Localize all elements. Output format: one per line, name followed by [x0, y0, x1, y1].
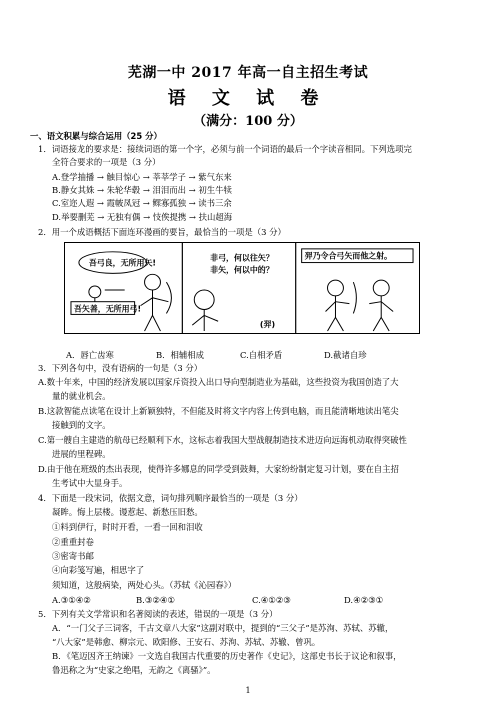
q1-option-b: B.静女其姝 → 朱轮华毂 → 泪泪而出 → 初生牛犊 [52, 185, 232, 195]
q3-line-a2: 量的就业机会。 [52, 391, 111, 401]
q5-line-a2: “八大家”是韩愈、柳宗元、欧阳修、王安石、苏洵、苏轼、苏辙、曾巩。 [52, 637, 321, 647]
joined-bow-icon [353, 282, 356, 313]
archer-figure-4 [373, 280, 389, 296]
full-score: （满分：100 分） [193, 114, 303, 129]
q4-line-5: ④向彩笺写遍，相思字了 [52, 565, 145, 575]
archer-figure-2 [89, 286, 101, 298]
q1-stem-line2: 全符合要求的一项是（3 分） [52, 157, 161, 167]
comic-strip [64, 242, 420, 334]
q2-option-c: C.自相矛盾 [240, 350, 283, 360]
q2-option-a: A．唇亡齿寒 [66, 350, 114, 360]
q3-line-b2: 接触到的文字。 [52, 420, 111, 430]
q5-line-b2: 鲁迅称之为“史家之绝唱，无韵之《离骚》”。 [52, 665, 216, 675]
q4-option-a: A.③①④② [52, 595, 91, 605]
q3-line-d2: 生考试中大显身手。 [52, 478, 128, 488]
comic-illustration [65, 243, 419, 333]
q1-option-d: D.举要删芜 → 无独有偶 → 忮俟提携 → 扶山超海 [52, 212, 233, 222]
q4-line-1: 凝眸。悔上层楼。谩惹起、新愁压旧愁。 [52, 507, 203, 517]
q4-stem: 4．下面是一段宋词，依据文意，词句排列顺序最恰当的一项是（3 分） [38, 493, 303, 503]
q2-options [66, 350, 367, 361]
q3-line-a1: A.数十年来，中国的经济发展以国家斥资投入出口导向型制造业为基础，这些投资为我国创造了大 [38, 377, 399, 387]
q4-option-d: D.④②③① [344, 595, 384, 605]
paper-subtitle: 语 文 试 卷 [167, 88, 329, 109]
q3-line-d1: D.由于他在班级的杰出表现，使得许多娜息的同学受到鼓舞，大家纷纷制定复习计划，要在自主招 [38, 464, 399, 474]
comic-caption: (羿) [259, 320, 276, 330]
section-heading: 一、语文积累与综合运用（25 分） [30, 131, 162, 141]
yi-figure [194, 290, 214, 310]
q2-option-b: B．相辅相成 [156, 350, 205, 360]
q3-line-c2: 进展的里程碑。 [52, 449, 111, 459]
q4-option-b: B.③②④① [136, 595, 175, 605]
q1-option-a: A.登学抽播 → 触目惊心 → 莘莘学子 → 紫气东来 [52, 172, 232, 182]
page-number: 1 [245, 686, 251, 695]
q4-options [52, 595, 383, 606]
bow-icon [166, 282, 171, 313]
bubble-text-3a: 非弓，何以往矢？ [210, 253, 274, 263]
archer-figure-1 [145, 274, 161, 290]
q5-line-b1: B．《笔迈因齐王纳谏》一文选自我国古代重要的历史著作《史记》，这部史书长于议论和叙事， [52, 651, 402, 661]
bubble-text-3b: 非矢，何以中的？ [210, 265, 274, 275]
exam-title: 芜湖一中 2017 年高一自主招生考试 [127, 65, 369, 81]
q4-option-c: C.④①②③ [252, 595, 291, 605]
bubble-text-1: 吾弓良，无所用矢! [88, 258, 157, 268]
q3-stem: 3．下列各句中，没有语病的一句是（3 分） [38, 363, 203, 373]
q4-line-3: ②重重封卷 [52, 537, 94, 547]
q4-line-4: ③密寄书邮 [52, 551, 94, 561]
q3-line-b1: B.这款智能点读笔在设计上新颖独特，不但能及时将文字内容上传到电脑，而且能清晰地读出笔尖 [38, 406, 399, 416]
q5-line-a1: A．“一门父子三词客，千古文章八大家”这副对联中，提到的“三父子”是苏洵、苏轼、苏辙， [52, 623, 394, 633]
q2-option-d: D.截诸自珍 [324, 350, 367, 360]
q1-option-c: C.室迩人遐 → 霞帔凤冠 → 鳏寡孤独 → 读书三余 [52, 198, 232, 208]
q1-stem-line1: 1．词语接龙的要求是：接续词语的第一个字，必须与前一个词语的最后一个字读音相同。下列选项完 [38, 144, 412, 154]
q5-stem: 5．下列有关文学常识和名著阅读的表述，错误的一项是（3 分） [38, 609, 278, 619]
bubble-text-2: 吾矢善，无所用弓! [73, 304, 142, 314]
q4-line-2: ①料到伊行，时时开看，一看一回和泪收 [52, 522, 203, 532]
q3-line-c1: C.第一艘自主建造的航母已经顺利下水，这标志着我国大型战舰制造技术进迈向远海机动取得突破性 [38, 435, 407, 445]
q4-line-6: 须知道，这般病染，两处心头。（苏轼《沁园春》） [52, 580, 237, 590]
q2-stem: 2．用一个成语概括下面连环漫画的要旨，最恰当的一项是（3 分） [38, 227, 286, 237]
archer-figure-3 [328, 280, 344, 296]
bubble-text-4: 羿乃令合弓矢而他之射。 [304, 251, 392, 261]
